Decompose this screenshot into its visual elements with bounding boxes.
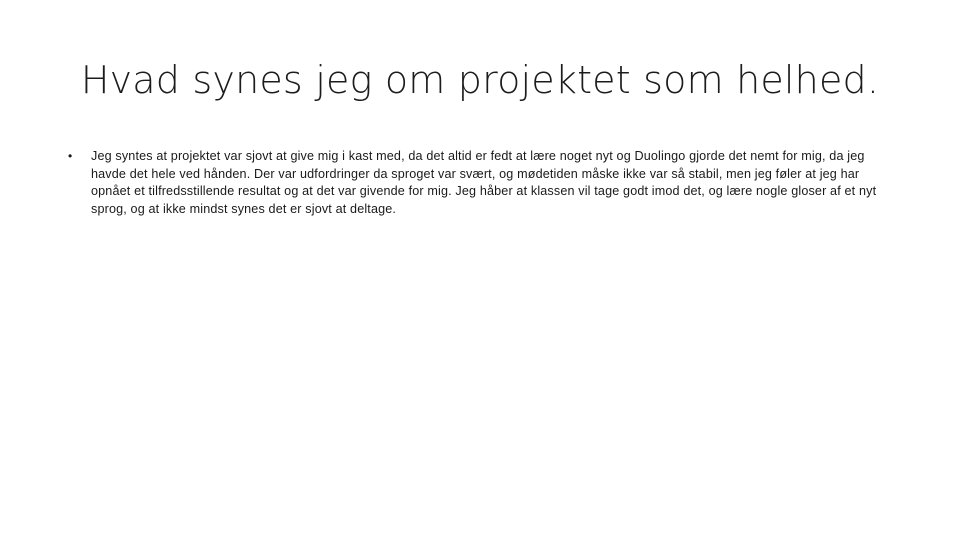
bullet-list <box>66 148 886 218</box>
bullet-text: Jeg syntes at projektet var sjovt at give mig i kast med, da det altid er fedt at lære noget nyt og Duolingo gjorde det nemt for mig, da jeg havde det hele ved hånden. Der var udfordringer da sproget var svært, og mødetiden måske ikke var så stabil, men jeg føler at jeg har opnået et tilfredsstillende resultat og at det var givende for mig. Jeg håber at klassen vil tage godt imod det, og lære nogle gloser af et nyt sprog, og at ikke mindst synes det er sjovt at deltage. <box>91 149 877 216</box>
bullet-marker: • <box>68 149 73 163</box>
slide-title: Hvad synes jeg om projektet som helhed. <box>80 58 880 102</box>
bullet-item <box>66 148 886 218</box>
slide-body <box>66 148 886 218</box>
